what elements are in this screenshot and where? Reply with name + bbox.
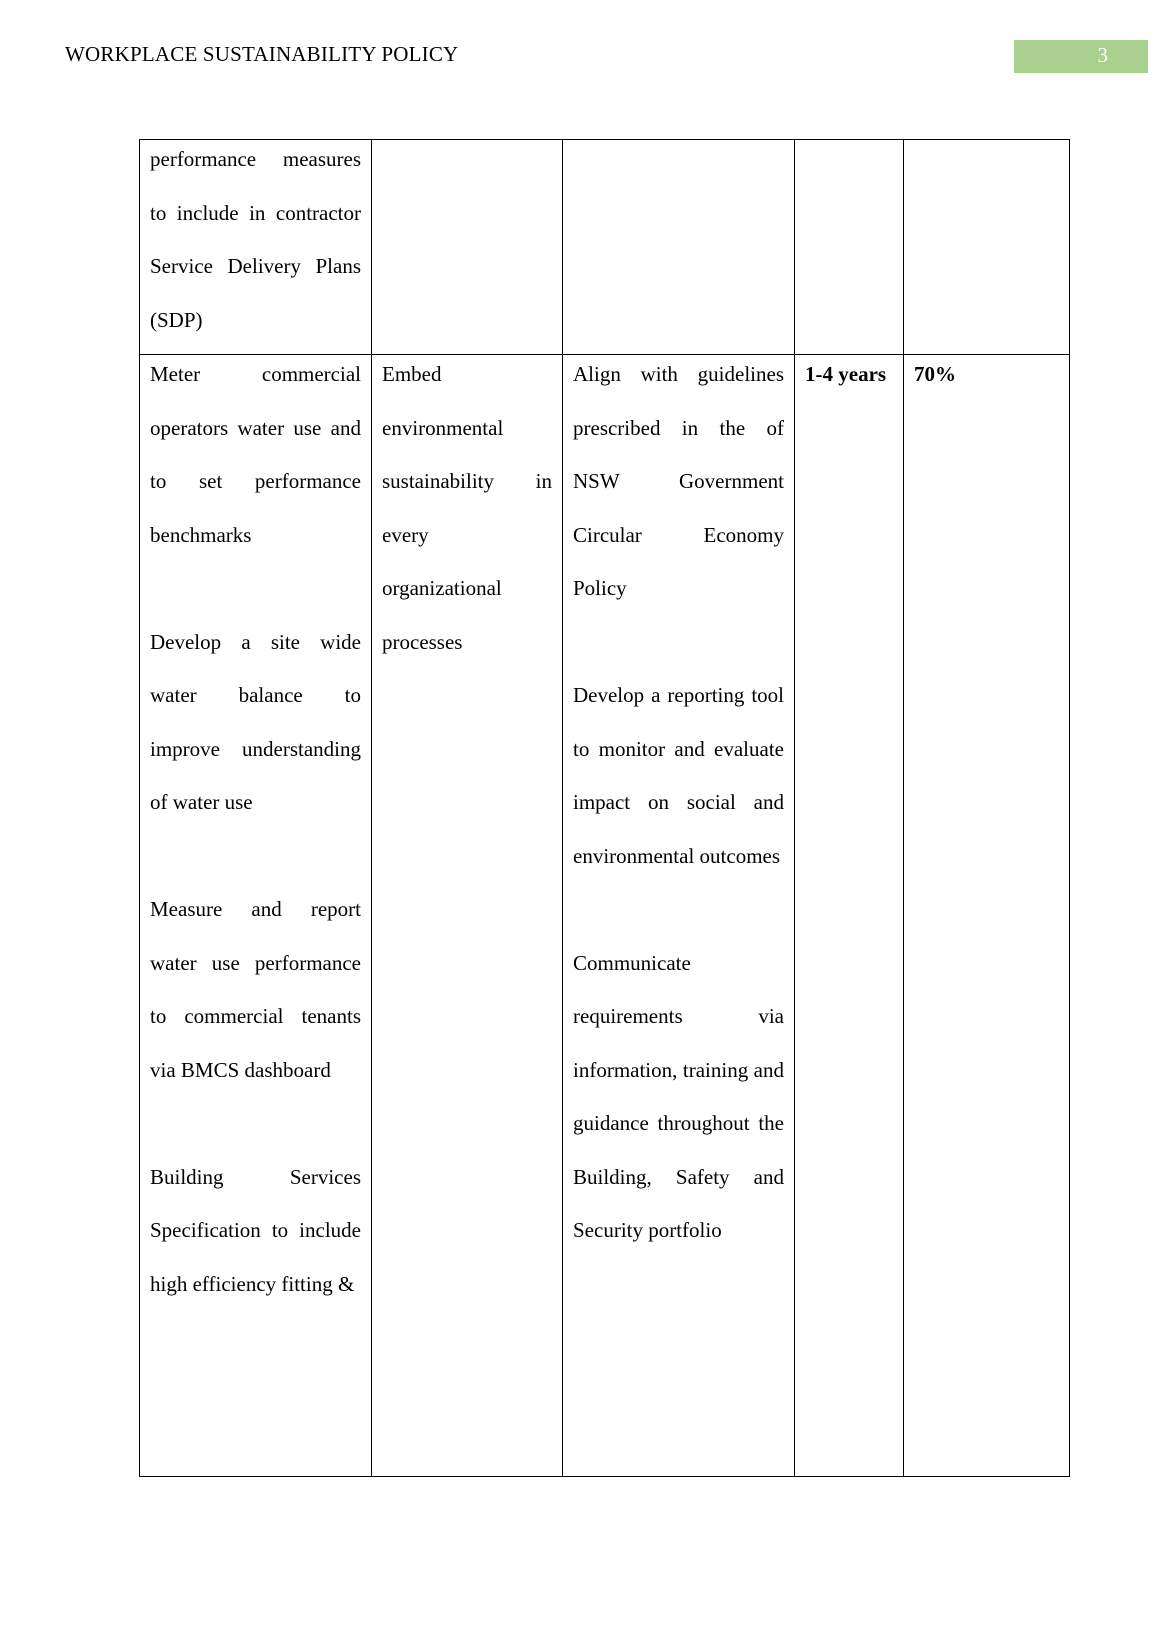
target-percentage-text: 70% xyxy=(914,362,956,386)
running-header-title: WORKPLACE SUSTAINABILITY POLICY xyxy=(65,42,459,66)
cell-text: Measure and report water use performance to commercial tenants via BMCS dashboard xyxy=(150,897,361,1082)
cell-text: performance measures to include in contractor Service Delivery Plans (SDP) xyxy=(150,147,361,332)
page-number: 3 xyxy=(1097,43,1108,67)
table-cell xyxy=(563,355,795,1477)
policy-table xyxy=(139,139,1070,1477)
table-cell xyxy=(563,140,795,355)
cell-text: Develop a reporting tool to monitor and evaluate impact on social and environmental outcomes xyxy=(573,683,784,868)
cell-text: Align with guidelines prescribed in the of NSW Government Circular Economy Policy xyxy=(573,362,784,600)
cell-text: Develop a site wide water balance to improve understanding of water use xyxy=(150,629,361,814)
table-cell xyxy=(372,140,563,355)
page-number-badge xyxy=(1014,40,1148,73)
table-cell xyxy=(904,355,1070,1477)
table-cell xyxy=(140,355,372,1477)
cell-text: Embed environmental sustainability in every organizational processes xyxy=(382,362,552,654)
table-row xyxy=(140,355,1070,1477)
cell-text: Meter commercial operators water use and to set performance benchmarks xyxy=(150,362,361,547)
table-cell xyxy=(904,140,1070,355)
table-cell xyxy=(795,140,904,355)
table-row xyxy=(140,140,1070,355)
timeframe-text: 1-4 years xyxy=(805,362,887,386)
table-cell xyxy=(372,355,563,1477)
cell-text: Communicate requirements via information, training and guidance throughout the Building, Safety and Security portfolio xyxy=(573,950,784,1242)
cell-text: Building Services Specification to include high efficiency fitting & xyxy=(150,1164,361,1296)
table-cell xyxy=(140,140,372,355)
table-cell xyxy=(795,355,904,1477)
